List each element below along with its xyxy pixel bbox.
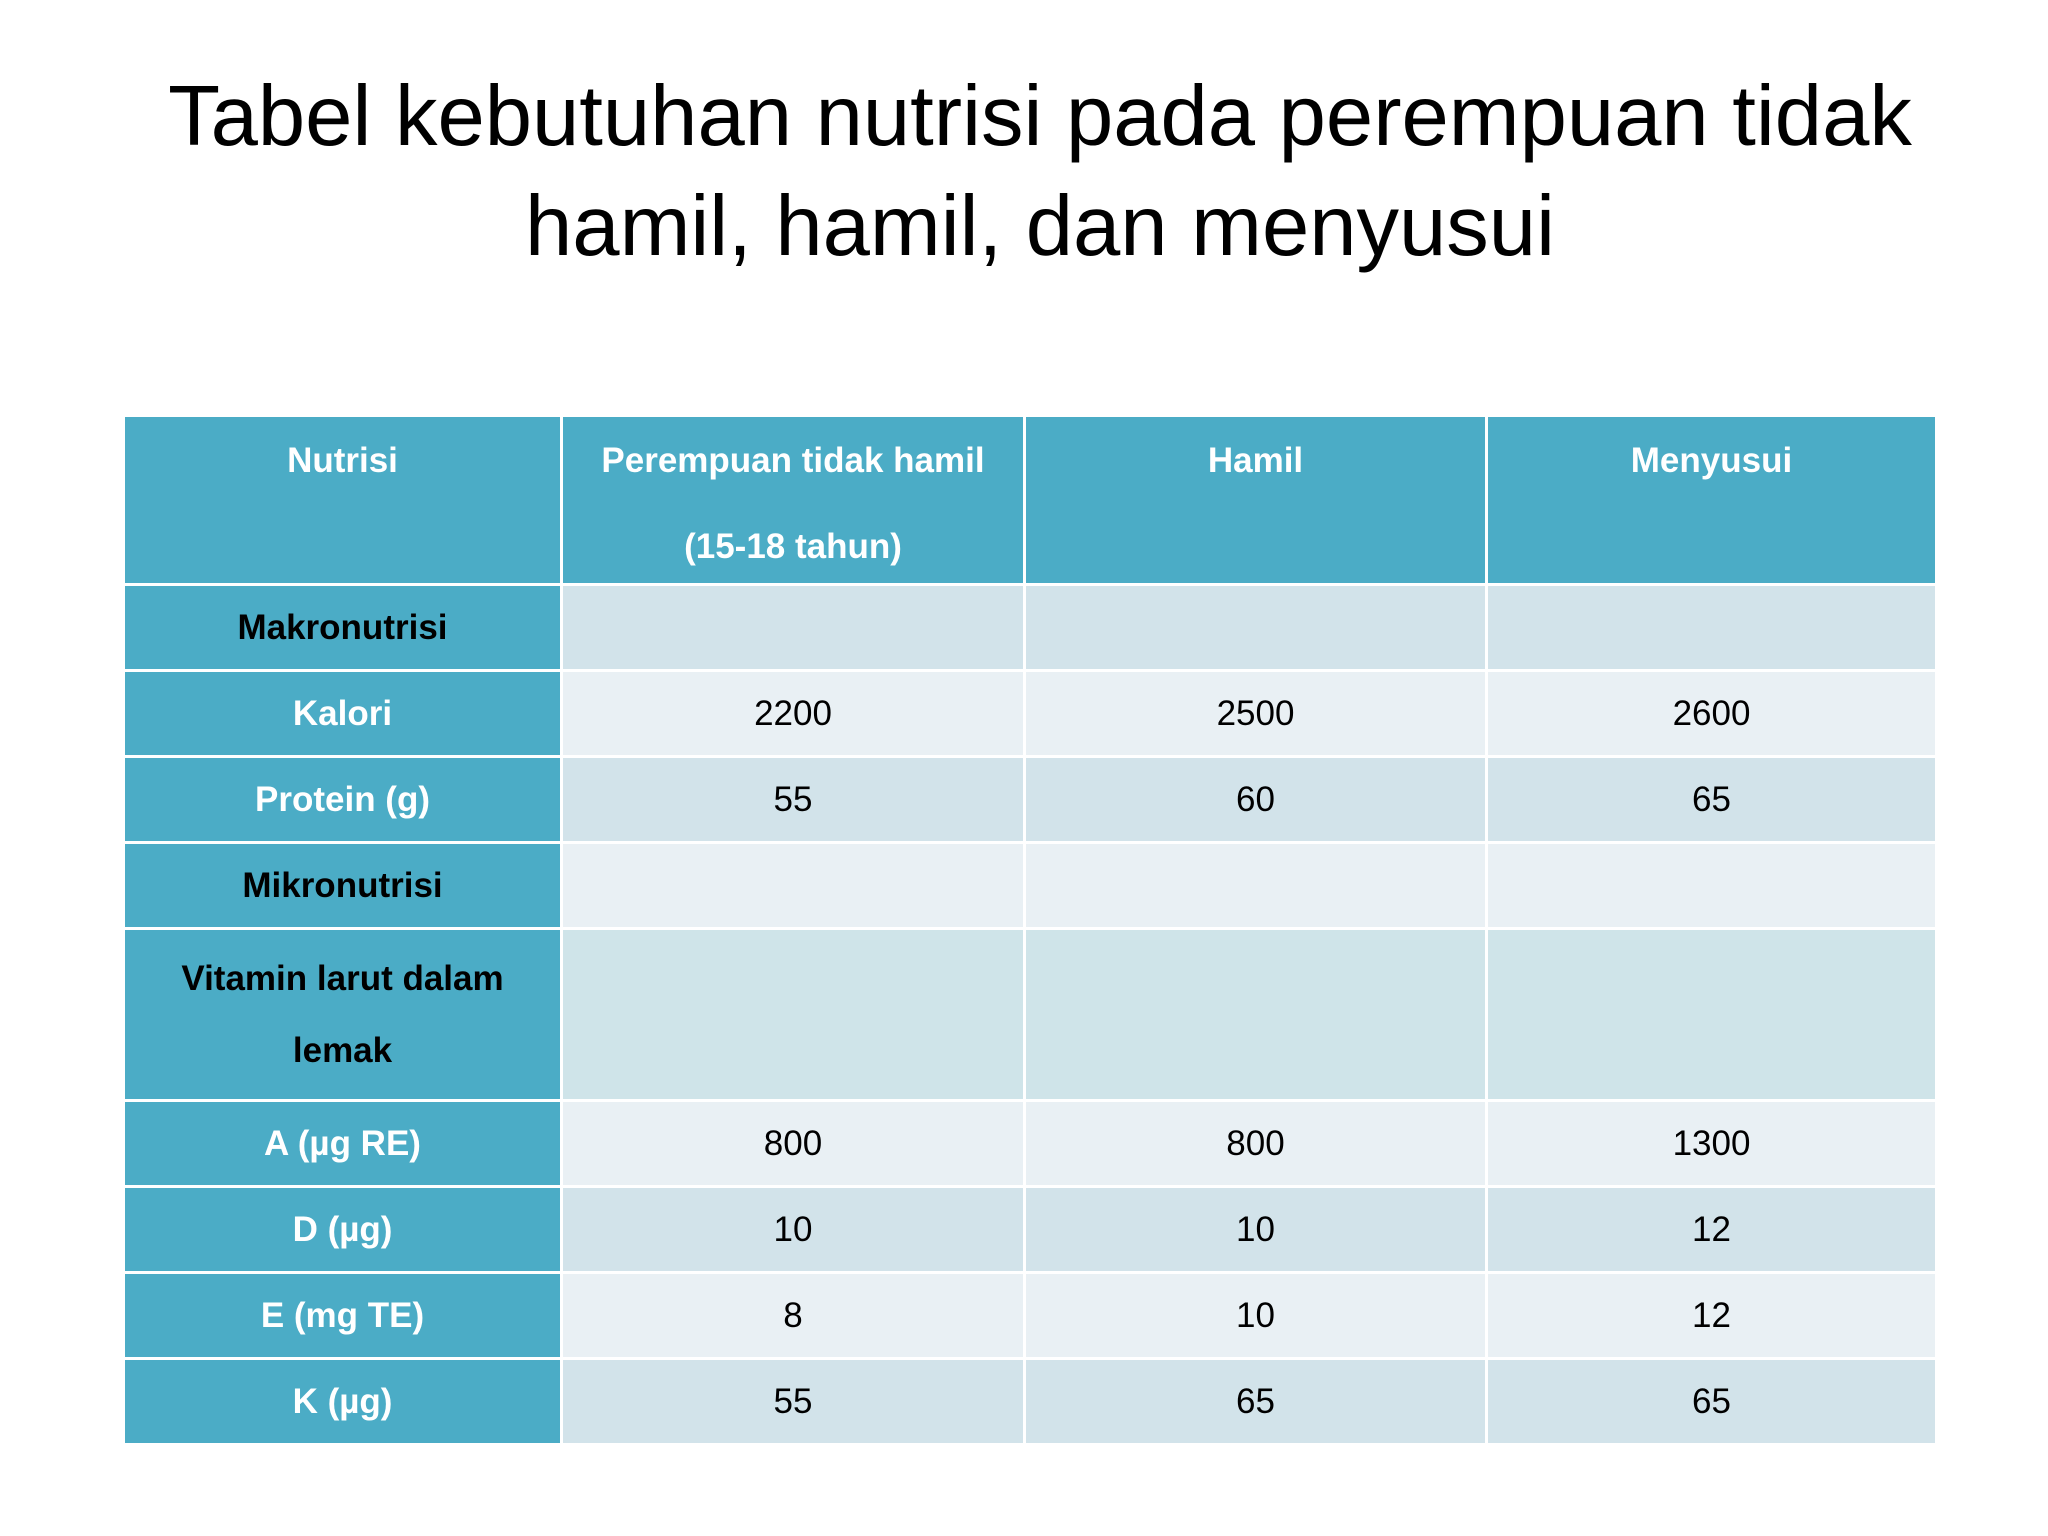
header-nutrisi <box>124 416 562 585</box>
row-label-mikronutrisi: Mikronutrisi <box>124 843 562 929</box>
header-tidak-hamil <box>562 416 1025 585</box>
row-label-vitamin-k: K (µg) <box>124 1359 562 1445</box>
row-label-protein: Protein (g) <box>124 757 562 843</box>
header-menyusui-label: Menyusui <box>1630 441 1793 480</box>
table-cell <box>1487 843 1937 929</box>
table-cell: 60 <box>1025 757 1487 843</box>
table-cell <box>1487 929 1937 1101</box>
table-header <box>124 416 1937 585</box>
row-label-makronutrisi: Makronutrisi <box>124 585 562 671</box>
table-cell: 65 <box>1487 1359 1937 1445</box>
table-row <box>124 929 1937 1101</box>
table-cell <box>1025 929 1487 1101</box>
header-row <box>124 416 1937 585</box>
table-row <box>124 757 1937 843</box>
table-cell <box>562 929 1025 1101</box>
table-cell: 2600 <box>1487 671 1937 757</box>
row-label-vitamin-larut-lemak <box>124 929 562 1101</box>
table-cell: 55 <box>562 757 1025 843</box>
table-row <box>124 671 1937 757</box>
table-cell: 65 <box>1025 1359 1487 1445</box>
table-cell: 8 <box>562 1273 1025 1359</box>
table-cell <box>1487 585 1937 671</box>
table-cell: 55 <box>562 1359 1025 1445</box>
row-label-vitamin-e: E (mg TE) <box>124 1273 562 1359</box>
row-label-kalori: Kalori <box>124 671 562 757</box>
header-tidak-hamil-age: (15-18 tahun) <box>684 527 902 566</box>
row-label-vitamin-a: A (µg RE) <box>124 1101 562 1187</box>
slide-title <box>120 62 1960 282</box>
table-cell: 10 <box>562 1187 1025 1273</box>
table-cell: 12 <box>1487 1187 1937 1273</box>
table-row <box>124 1273 1937 1359</box>
table-cell <box>1025 843 1487 929</box>
row-label-line-1: Vitamin larut dalam <box>181 958 504 998</box>
table-body <box>124 585 1937 1445</box>
table-cell: 65 <box>1487 757 1937 843</box>
table-cell: 1300 <box>1487 1101 1937 1187</box>
table-row <box>124 1359 1937 1445</box>
header-hamil-label: Hamil <box>1207 441 1304 480</box>
table-cell <box>562 843 1025 929</box>
table-row <box>124 585 1937 671</box>
table-row <box>124 1187 1937 1273</box>
row-label-line-2: lemak <box>292 1030 393 1070</box>
table-cell: 10 <box>1025 1273 1487 1359</box>
table-row <box>124 843 1937 929</box>
table-cell: 12 <box>1487 1273 1937 1359</box>
nutrition-table <box>122 414 1938 1446</box>
table-cell: 10 <box>1025 1187 1487 1273</box>
table-cell: 2500 <box>1025 671 1487 757</box>
header-hamil <box>1025 416 1487 585</box>
header-tidak-hamil-label: Perempuan tidak hamil <box>601 441 985 480</box>
table-cell: 800 <box>1025 1101 1487 1187</box>
title-line-2: hamil, hamil, dan menyusui <box>525 179 1555 274</box>
header-menyusui <box>1487 416 1937 585</box>
header-nutrisi-label: Nutrisi <box>287 441 398 480</box>
table-row <box>124 1101 1937 1187</box>
table-cell: 2200 <box>562 671 1025 757</box>
table-cell <box>1025 585 1487 671</box>
row-label-vitamin-d: D (µg) <box>124 1187 562 1273</box>
title-line-1: Tabel kebutuhan nutrisi pada perempuan tidak <box>168 69 1912 164</box>
table-cell <box>562 585 1025 671</box>
table-cell: 800 <box>562 1101 1025 1187</box>
